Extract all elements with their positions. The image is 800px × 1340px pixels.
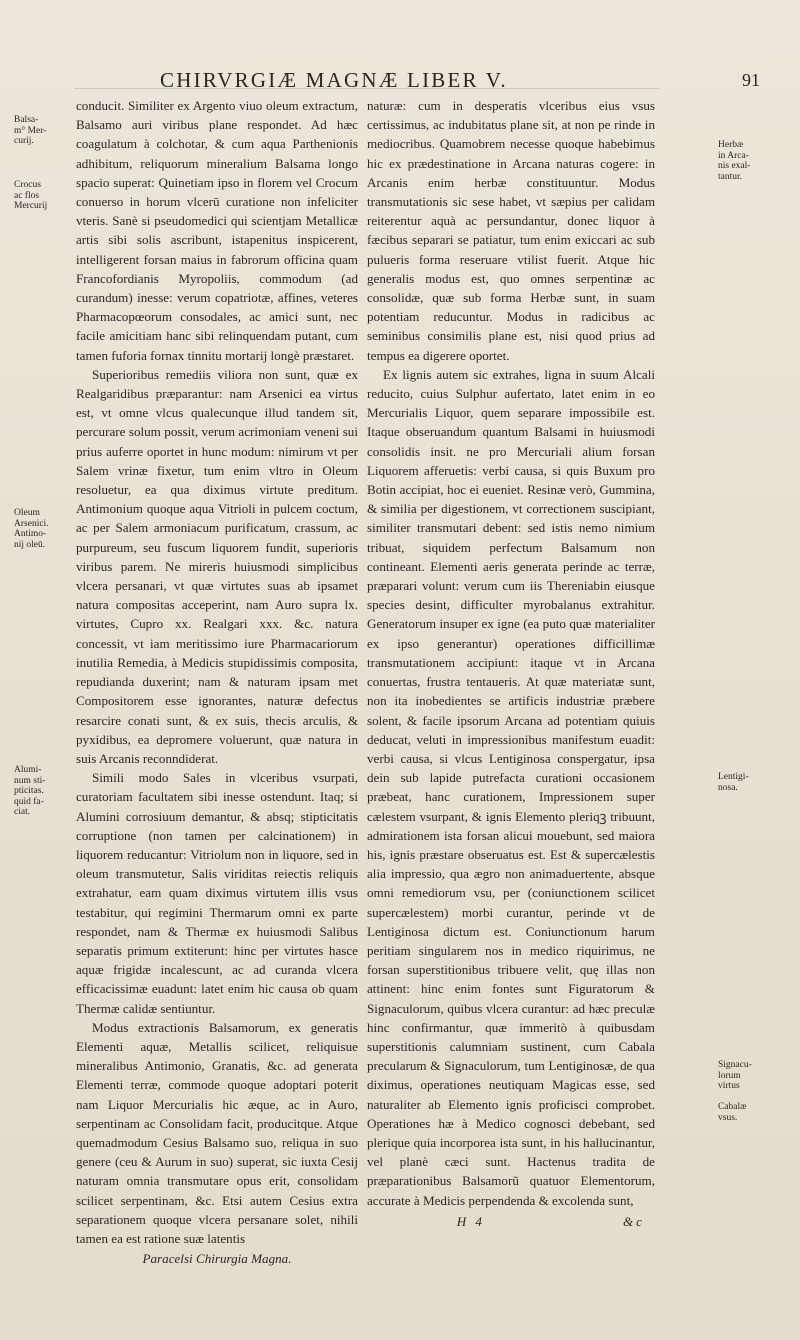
margin-line: quid fa- [14, 796, 44, 807]
margin-note-crocus-mercurij [14, 180, 68, 212]
margin-line: nij oleū. [14, 539, 46, 550]
margin-line: curij. [14, 136, 34, 146]
margin-note-lentiginosa [718, 772, 784, 793]
right-paragraph-2: Ex lignis autem sic extrahes, ligna in suum Alcali reducito, cuius Sulphur aufertato, latet enim in eo Mercurialis Liquor, quem separare impossibile est. Itaque obseruandum quantum Balsami in huiusmodi consolidis insit. ne pro Mercuriali alium forsan Liquorem afferuetis: verbi causa, si quis Buxum pro Botin accipiat, hoc ei eueniet. Resinæ verò, Gummina, & similia per digestionem, vt correctionem suscipiant, similiter transmutari debent: sed istis nemo nimium tribuat, siquidem perfectum Balsamum non contineant. Elementi aeris generata perinde ac terræ, præparari volunt: verum cum iis Thereniabin eiusque species desint, difficulter myrobalanus extrahitur. Generatorum insuper ex igne (ea puto quæ materialiter ex ipso generantur) operationes difficillimæ transmutationem accipiunt: itaque vt in Arcana conuertas, frustra tentaueris. At quæ materiatæ sunt, non ita inobedientes se artificis industriæ præbere solent, & facile ipsorum Arcana ad potentiam quiuis deducat, veluti in impressionibus manifestum euadit: verbi causa, si vlcus Lentiginosa conspergatur, ipsa dein sub lapide putrefacta curationi occasionem præbeat, hanc curationem, Impressionem super cælestem vsurpant, & ignis Elemento pleriqꝫ tribuunt, admirationem ista forsan alicui mouebunt, sed maiora his, ignis præstare obseruatus est. Est & supercælestis alia impressio, qua ægro non animaduertente, absque omni remediorum vsu, per (coniunctionem scilicet supercælestem) morbi curantur, perinde vt de Lentiginosa dictum est. Coniunctionum harum peritiam singularem nos in medico riquirimus, ne forsan superstitionibus tribuere velit, quę illas non attinent: hinc enim fontes sunt Figuratorum & Signaculorum, quibus vlcera curantur: ad hæc preculæ hinc confirmantur, quæ immeritò à quibusdam superstitionis calumniam sustinent, cum Cabala precularum & Signaculorum, tum Lentiginosæ, de qua diximus, operationes neutiquam Magicas esse, sed naturaliter ab Elemento ignis proficisci comprobet. Operationes hæ à Medico cognosci debebant, sed plerique quia incorporea ista sunt, in his hallucinantur, vel planè cæci sunt. Hactenus tradita de præparationibus Balsamorũ quatuor Elementorum, accurate à Medicis perpendenda & excolenda sunt, [367, 366, 655, 1208]
catchword: &c [623, 1213, 645, 1229]
margin-line: Herbæ [718, 140, 744, 150]
left-paragraph-2: Superioribus remediis viliora non sunt, quæ ex Realgaridibus præparantur: nam Arsenici ea virtus est, vt omne vlcus qualecunque illud tandem sit, percurare solum possit, verum acrimoniam veneni sui prius auferre oportet in hunc modum: nimirum vt per Salem vrinæ fixetur, tum enim vltro in Oleum resoluetur, ea qua diximus virtute preditum. Antimonium quoque aqua Vitrioli in pulcem coctum, ac per Salem armoniacum purificatum, crassum, ac purpureum, seu fuscum liquorem fundit, superioris viribus parem. Ne mireris huiusmodi simplicibus vlcera persanari, vt quæ virtutes suas ab ipsamet natura compositas acceperint, nam Auro supra lx. virtutes, Cupro xx. Realgari xxx. &c. natura concessit, vt iam meritissimo iure Pharmacariorum inutilia Remedia, à Medicis stupidissimis composita, repudianda duxerint; nam & naturam ipsam met Compositorem esse ignorantes, naturæ defectus resarcire conati sunt, & ex suis, thecis arculis, & pyxidibus, ea depromere voluerunt, quæ natura in suis Arcanis reconndiderat. [76, 366, 358, 766]
margin-note-cabalae [718, 1102, 784, 1123]
margin-note-aluminum [14, 765, 68, 818]
signature-mark: Paracelsi Chirurgia Magna. [142, 1251, 292, 1267]
margin-note-herbae [718, 140, 784, 182]
page-number: 91 [742, 70, 760, 90]
margin-line: tantur. [718, 171, 743, 182]
left-column [76, 96, 358, 1268]
margin-line: ciat. [14, 807, 31, 817]
margin-line: Arsenici. [14, 518, 49, 529]
signature: H 4 [456, 1213, 485, 1229]
margin-line: num sti- [14, 775, 46, 786]
margin-line: lorum [718, 1070, 741, 1081]
margin-line: pticitas. [14, 786, 44, 796]
margin-line: Lentigi- [718, 772, 749, 782]
signature-and-catchword [367, 1212, 655, 1231]
margin-line: Signacu- [718, 1060, 752, 1070]
margin-line: nis exal- [718, 161, 751, 171]
margin-line: vsus. [718, 1112, 738, 1123]
margin-line: nosa. [718, 782, 738, 793]
margin-line: ac flos [14, 190, 40, 201]
margin-note-oleum-arsenici [14, 508, 68, 550]
margin-line: Oleum [14, 508, 40, 518]
margin-line: Cabalæ [718, 1102, 747, 1112]
margin-line: virtus [718, 1081, 740, 1091]
left-paragraph-3: Simili modo Sales in vlceribus vsurpati, curatoriam facultatem sibi inesse ostendunt. Itaq; si Alumini corrosiuum demantur, & absq; stipticitatis corruptione (non tamen per calcinationem) in liquorem reducantur: Vitriolum non in liquore, sed in oleum transmutetur, Salis viriditas reiectis reliquis extrahatur, eam quam diximus virtutem illis vsus testabitur, qui regimini Thermarum omni ex parte respondet, nam & Thermæ ex huiusmodi Salibus separatis primum extiterunt: hinc per virtutes hasce aquæ frigidæ incalescunt, ac ad curanda vlcera efficacissimæ euadunt: latet enim hic causa ob quam Thermæ calidæ sentiuntur. [76, 770, 358, 1016]
margin-line: Balsa- [14, 115, 39, 125]
margin-note-balsamum-mercurij [14, 115, 68, 147]
margin-line: in Arca- [718, 150, 749, 161]
margin-line: m° Mer- [14, 125, 47, 136]
right-column [367, 96, 655, 1231]
margin-line: Antimo- [14, 529, 47, 539]
margin-line: Mercurij [14, 201, 48, 211]
margin-line: Crocus [14, 180, 41, 190]
running-title: CHIRVRGIÆ MAGNÆ LIBER V. [160, 68, 508, 92]
margin-line: Alumi- [14, 765, 42, 775]
left-paragraph-1: conducit. Similiter ex Argento viuo oleum extractum, Balsamo auri viribus plane respondet. Ad hæc coagulatum à colchotar, & cum aqua Parthenionis adhibitum, reliquorum mineralium Balsama longo spacio superat: Quinetiam ipso in florem vel Crocum conuerso in horum vlcerū curatione non infeliciter vteris. Sanè si pseudomedici qui scientjam Metallicæ artis sibi solis ascribunt, istapenitus inspicerent, intelligerent forsan maius in fabrorum officina quam Francofordianis Myropoliis, commodum (ad curandum) inesse: verum copatriotæ, affines, veteres Pharmacopœorum consodales, ac amici sunt, nec facile amicitiam hanc sibi relinquendam putant, cum tamen fuforia fornax tinnitu mortarij longè præstaret. [76, 98, 358, 363]
right-paragraph-1: naturæ: cum in desperatis vlceribus eius vsus certissimus, ac indubitatus plane sit, at non pe rinde in mediocribus. Quamobrem necesse quoque habebimus hic ex prædestinatione in Arcana naturas cogere: in Arcanis enim herbæ constituuntur. Modus transmutationis sic sese habet, vt sæpius per calidam reiterentur aquà ac persundantur, donec liquor à fæcibus separari se patiatur, tum enim exiccari ac sub pulueris forma reseruare vtilist fuerit. Atque hic generalis modus est, quo omnes serpentinæ ac consolidæ, quæ sub forma Herbæ sunt, in suam potentiam reducuntur. Modus in radicibus ac seminibus consimilis plane est, nisi quod prius ad tempus ea digerere oportet. [367, 98, 655, 363]
left-paragraph-4: Modus extractionis Balsamorum, ex generatis Elementi aquæ, Metallis scilicet, reliquisue mineralibus Antimonio, Granatis, &c. ad generata Elementi terræ, commode quoque adoptari poterit nam Liquor Mercurialis hic æque, ac in Auro, serpentinam ac Consolidam facit, producitque. Atque quemadmodum Cesius Balsamo suo, reliqua in suo genere (ceu & Aurum in suo) superat, sic iuxta Cesij naturam omnia transmutare opus erit, consolidam scilicet serpentinam, &c. Etsi autem Cesius extra separationem quoque vlcera persanare solet, nihili tamen ea est ratione suæ latentis [76, 1019, 358, 1246]
margin-note-signaculorum [718, 1060, 784, 1092]
